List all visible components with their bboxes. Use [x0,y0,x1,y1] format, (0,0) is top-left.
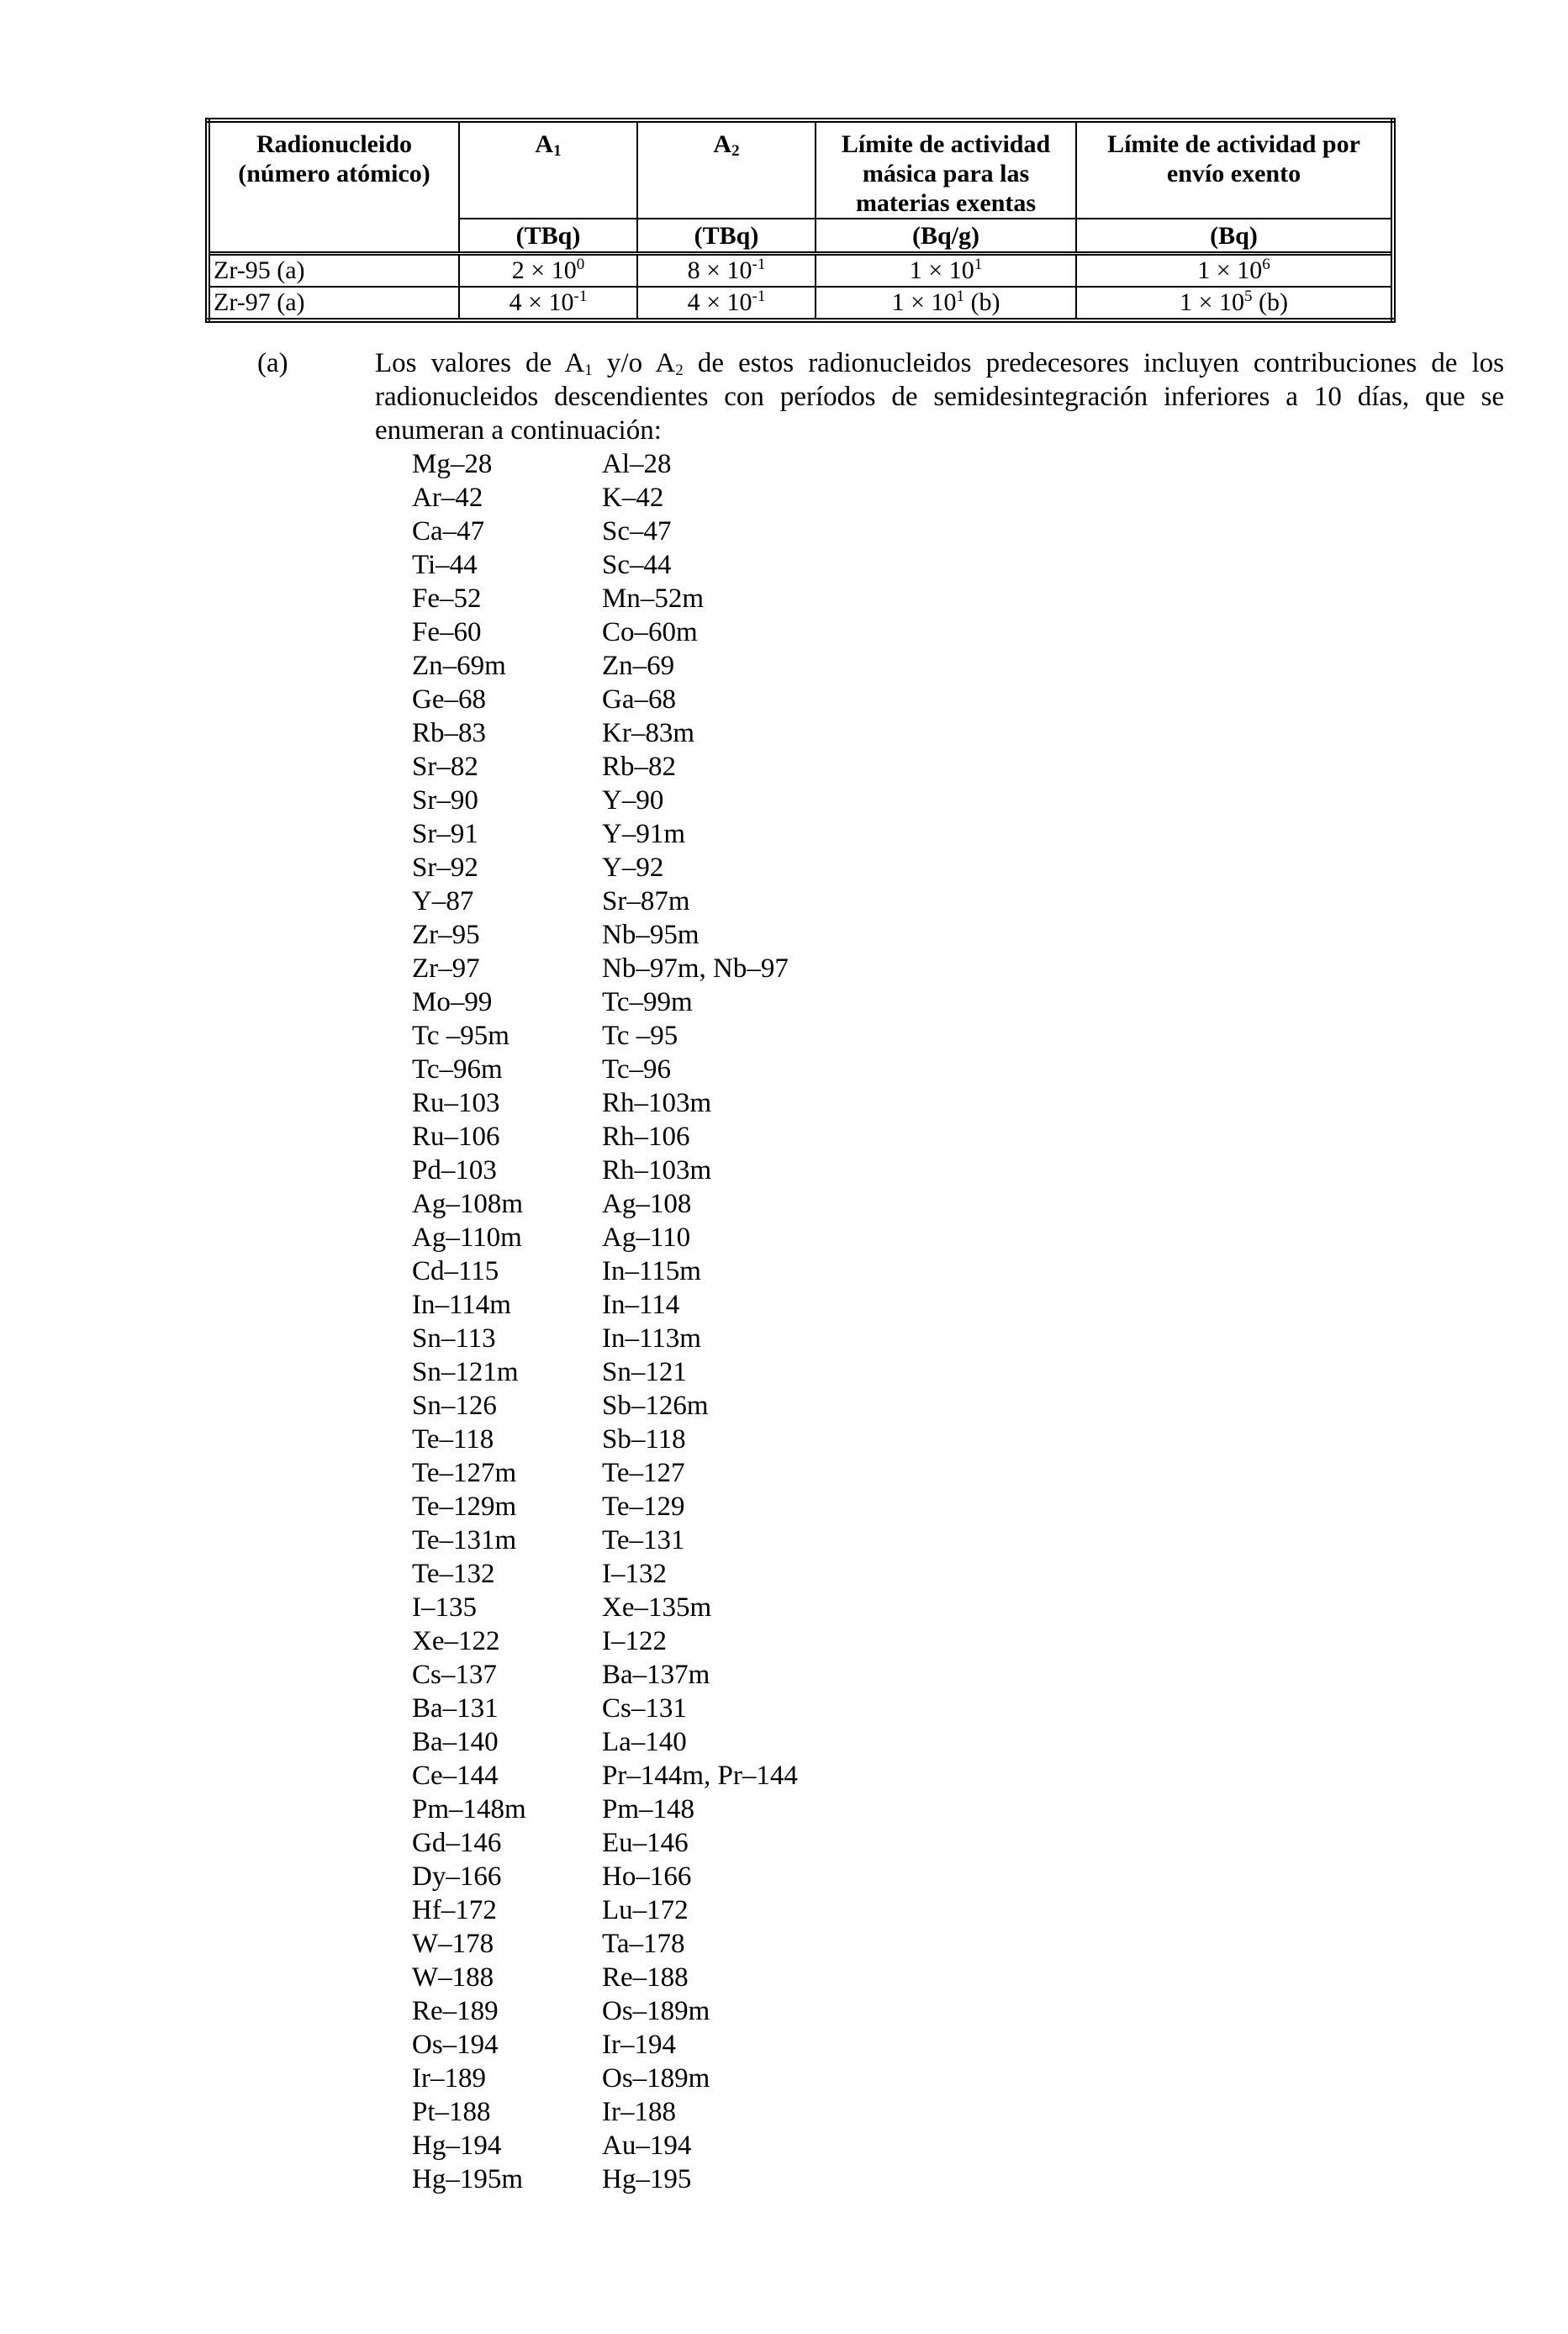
parent-nuclide: W–178 [412,1929,494,1959]
list-item [412,1927,1106,1961]
progeny-nuclide: Co–60m [602,617,698,647]
a2-cell: $8 \times 10^{-1}$ [637,254,816,288]
parent-nuclide: Mo–99 [412,987,493,1017]
progeny-nuclide: La–140 [602,1727,687,1757]
progeny-nuclide: Y–90 [602,785,664,816]
list-item [412,1187,1106,1221]
mass-limit-cell: $1 \times 10^1$ (b) [816,287,1076,320]
progeny-nuclide: Os–189m [602,1996,710,2026]
progeny-nuclide: Rh–103m [602,1155,712,1185]
list-item [412,1793,1106,1826]
progeny-nuclide: Os–189m [602,2063,710,2094]
parent-nuclide: Ru–106 [412,1122,500,1152]
a1-cell: $4 \times 10^{-1}$ [459,287,637,320]
list-item [412,1019,1106,1053]
parent-nuclide: In–114m [412,1290,511,1320]
parent-nuclide: Te–129m [412,1492,517,1522]
progeny-nuclide: Nb–97m, Nb–97 [602,953,789,984]
parent-nuclide: Sn–113 [412,1323,496,1354]
progeny-nuclide: Ga–68 [602,684,676,715]
footnote-text: Los valores de $A_1$ y/o $A_2$ de estos radionucleidos predecesores incluyen contribuciones de los radionucleidos descendientes con períodos de semidesintegración inferiores a 10 días, que se enumeran a continuación: [375,348,1504,446]
progeny-nuclide: Nb–95m [602,920,700,950]
progeny-nuclide: Sr–87m [602,886,690,916]
progeny-nuclide: In–114 [602,1290,680,1320]
progeny-nuclide: Ho–166 [602,1861,692,1892]
list-item [412,2095,1106,2129]
list-item [412,1624,1106,1658]
parent-nuclide: Mg–28 [412,449,493,479]
list-item [412,1355,1106,1389]
parent-nuclide: Te–127m [412,1458,517,1488]
progeny-nuclide: Ag–108 [602,1189,692,1219]
list-item [412,918,1106,952]
progeny-nuclide: Tc–96 [602,1054,672,1085]
parent-nuclide: Te–132 [412,1559,495,1589]
parent-nuclide: Ar–42 [412,483,483,513]
list-item [412,1120,1106,1154]
parent-nuclide: Fe–60 [412,617,482,647]
parent-nuclide: Zr–97 [412,953,480,984]
list-item [412,2162,1106,2196]
parent-nuclide: Hf–172 [412,1895,497,1925]
header-consignment-limit: Límite de actividad por envío exento [1076,120,1393,219]
list-item [412,985,1106,1019]
progeny-nuclide: Ir–194 [602,2030,676,2060]
parent-nuclide: Sr–90 [412,785,478,816]
parent-nuclide: Ti–44 [412,550,478,580]
list-item [412,2028,1106,2062]
list-item [412,1893,1106,1927]
unit-a2: (TBq) [637,219,816,254]
parent-nuclide: Te–131m [412,1525,517,1555]
list-item [412,1423,1106,1456]
parent-nuclide: Sr–91 [412,819,478,849]
parent-nuclide: Pd–103 [412,1155,497,1185]
progeny-nuclide: Y–91m [602,819,685,849]
header-row [208,120,1393,219]
list-item [412,1725,1106,1759]
a1-cell: $2 \times 10^0$ [459,254,637,288]
parent-nuclide: Sr–92 [412,853,478,883]
parent-nuclide: Gd–146 [412,1828,502,1858]
progeny-nuclide: In–115m [602,1256,701,1286]
progeny-nuclide: Sb–118 [602,1424,686,1455]
list-item [412,2062,1106,2095]
progeny-nuclide: I–132 [602,1559,667,1589]
progeny-nuclide: Ir–188 [602,2097,676,2127]
progeny-nuclide: Pr–144m, Pr–144 [602,1761,798,1791]
parent-nuclide: Pt–188 [412,2097,491,2127]
unit-mass-limit: (Bq/g) [816,219,1076,254]
list-item [412,952,1106,985]
progeny-nuclide: Al–28 [602,449,672,479]
list-item [412,1759,1106,1793]
parent-nuclide: Zn–69m [412,651,506,681]
unit-consignment-limit: (Bq) [1076,219,1393,254]
list-item [412,884,1106,918]
parent-nuclide: Hg–194 [412,2131,502,2161]
parent-nuclide: Tc –95m [412,1021,509,1051]
parent-nuclide: Hg–195m [412,2164,523,2194]
progeny-nuclide: Lu–172 [602,1895,689,1925]
list-item [412,1254,1106,1288]
list-item [412,1826,1106,1860]
parent-nuclide: Rb–83 [412,718,487,748]
list-item [412,1994,1106,2028]
table-row [208,254,1393,288]
progeny-nuclide: Te–129 [602,1492,685,1522]
progeny-nuclide: I–122 [602,1626,667,1656]
nuclide-cell: Zr-95 (a) [208,254,459,288]
table-row [208,287,1393,320]
parent-nuclide: Sn–126 [412,1391,497,1421]
list-item [412,1288,1106,1322]
list-item [412,1456,1106,1490]
progeny-nuclide: Zn–69 [602,651,675,681]
list-item [412,1860,1106,1893]
list-item [412,784,1106,817]
parent-nuclide: Ru–103 [412,1088,500,1118]
parent-nuclide: Ag–110m [412,1222,522,1253]
parent-nuclide: W–188 [412,1962,494,1993]
list-item [412,1389,1106,1423]
progeny-nuclide: Ba–137m [602,1660,710,1690]
parent-nuclide: Os–194 [412,2030,499,2060]
progeny-nuclide: Cs–131 [602,1693,687,1724]
progeny-nuclide: Rh–103m [602,1088,712,1118]
parent-nuclide: Ce–144 [412,1761,499,1791]
consignment-limit-cell: $1 \times 10^5$ (b) [1076,287,1393,320]
list-item [412,1053,1106,1086]
progeny-nuclide: Au–194 [602,2131,692,2161]
progeny-nuclide: Xe–135m [602,1592,712,1623]
list-item [412,548,1106,582]
list-item [412,1961,1106,1994]
list-item [412,481,1106,515]
parent-nuclide: Y–87 [412,886,474,916]
header-mass-limit: Límite de actividad másica para las materias exentas [816,120,1076,219]
a2-cell: $4 \times 10^{-1}$ [637,287,816,320]
progeny-nuclide: Ag–110 [602,1222,691,1253]
parent-nuclide: Te–118 [412,1424,494,1455]
parent-nuclide: Re–189 [412,1996,499,2026]
list-item [412,1591,1106,1624]
list-item [412,1692,1106,1725]
parent-progeny-list [412,447,1106,2196]
progeny-nuclide: Rh–106 [602,1122,690,1152]
progeny-nuclide: Te–127 [602,1458,685,1488]
parent-nuclide: Ba–131 [412,1693,499,1724]
list-item [412,1490,1106,1523]
progeny-nuclide: Re–188 [602,1962,689,1993]
parent-nuclide: Pm–148m [412,1794,526,1824]
parent-nuclide: Tc–96m [412,1054,503,1085]
list-item [412,515,1106,548]
progeny-nuclide: Ta–178 [602,1929,685,1959]
parent-nuclide: Cs–137 [412,1660,497,1690]
parent-nuclide: Ca–47 [412,516,485,547]
mass-limit-cell: $1 \times 10^1$ [816,254,1076,288]
progeny-nuclide: Sc–47 [602,516,672,547]
parent-nuclide: Ir–189 [412,2063,486,2094]
consignment-limit-cell: $1 \times 10^6$ [1076,254,1393,288]
progeny-nuclide: Kr–83m [602,718,694,748]
list-item [412,1322,1106,1355]
progeny-nuclide: In–113m [602,1323,701,1354]
parent-nuclide: Fe–52 [412,584,482,614]
progeny-nuclide: Eu–146 [602,1828,689,1858]
list-item [412,1658,1106,1692]
progeny-nuclide: Te–131 [602,1525,685,1555]
list-item [412,447,1106,481]
list-item [412,716,1106,750]
parent-nuclide: Ag–108m [412,1189,523,1219]
parent-nuclide: Dy–166 [412,1861,502,1892]
progeny-nuclide: K–42 [602,483,664,513]
parent-nuclide: Ge–68 [412,684,486,715]
progeny-nuclide: Hg–195 [602,2164,692,2194]
progeny-nuclide: Y–92 [602,853,664,883]
parent-nuclide: Sr–82 [412,752,478,782]
list-item [412,1221,1106,1254]
nuclide-cell: Zr-97 (a) [208,287,459,320]
list-item [412,649,1106,683]
unit-a1: (TBq) [459,219,637,254]
list-item [412,615,1106,649]
progeny-nuclide: Sn–121 [602,1357,687,1387]
footnote-marker: (a) [257,348,288,378]
list-item [412,1086,1106,1120]
list-item [412,683,1106,716]
progeny-nuclide: Mn–52m [602,584,705,614]
parent-nuclide: Ba–140 [412,1727,499,1757]
parent-nuclide: Xe–122 [412,1626,500,1656]
parent-nuclide: Zr–95 [412,920,480,950]
list-item [412,1523,1106,1557]
parent-nuclide: Sn–121m [412,1357,519,1387]
progeny-nuclide: Rb–82 [602,752,677,782]
list-item [412,1154,1106,1187]
progeny-nuclide: Tc –95 [602,1021,678,1051]
list-item [412,2129,1106,2162]
header-a1: $A_1$ [459,120,637,219]
progeny-nuclide: Sb–126m [602,1391,709,1421]
list-item [412,851,1106,884]
header-nuclide: Radionucleido (número atómico) [208,120,459,254]
header-a2: $A_2$ [637,120,816,219]
parent-nuclide: I–135 [412,1592,477,1623]
list-item [412,1557,1106,1591]
list-item [412,817,1106,851]
progeny-nuclide: Sc–44 [602,550,672,580]
list-item [412,750,1106,784]
list-item [412,582,1106,615]
progeny-nuclide: Tc–99m [602,987,693,1017]
parent-nuclide: Cd–115 [412,1256,499,1286]
radionuclide-table [205,118,1396,323]
progeny-nuclide: Pm–148 [602,1794,695,1824]
